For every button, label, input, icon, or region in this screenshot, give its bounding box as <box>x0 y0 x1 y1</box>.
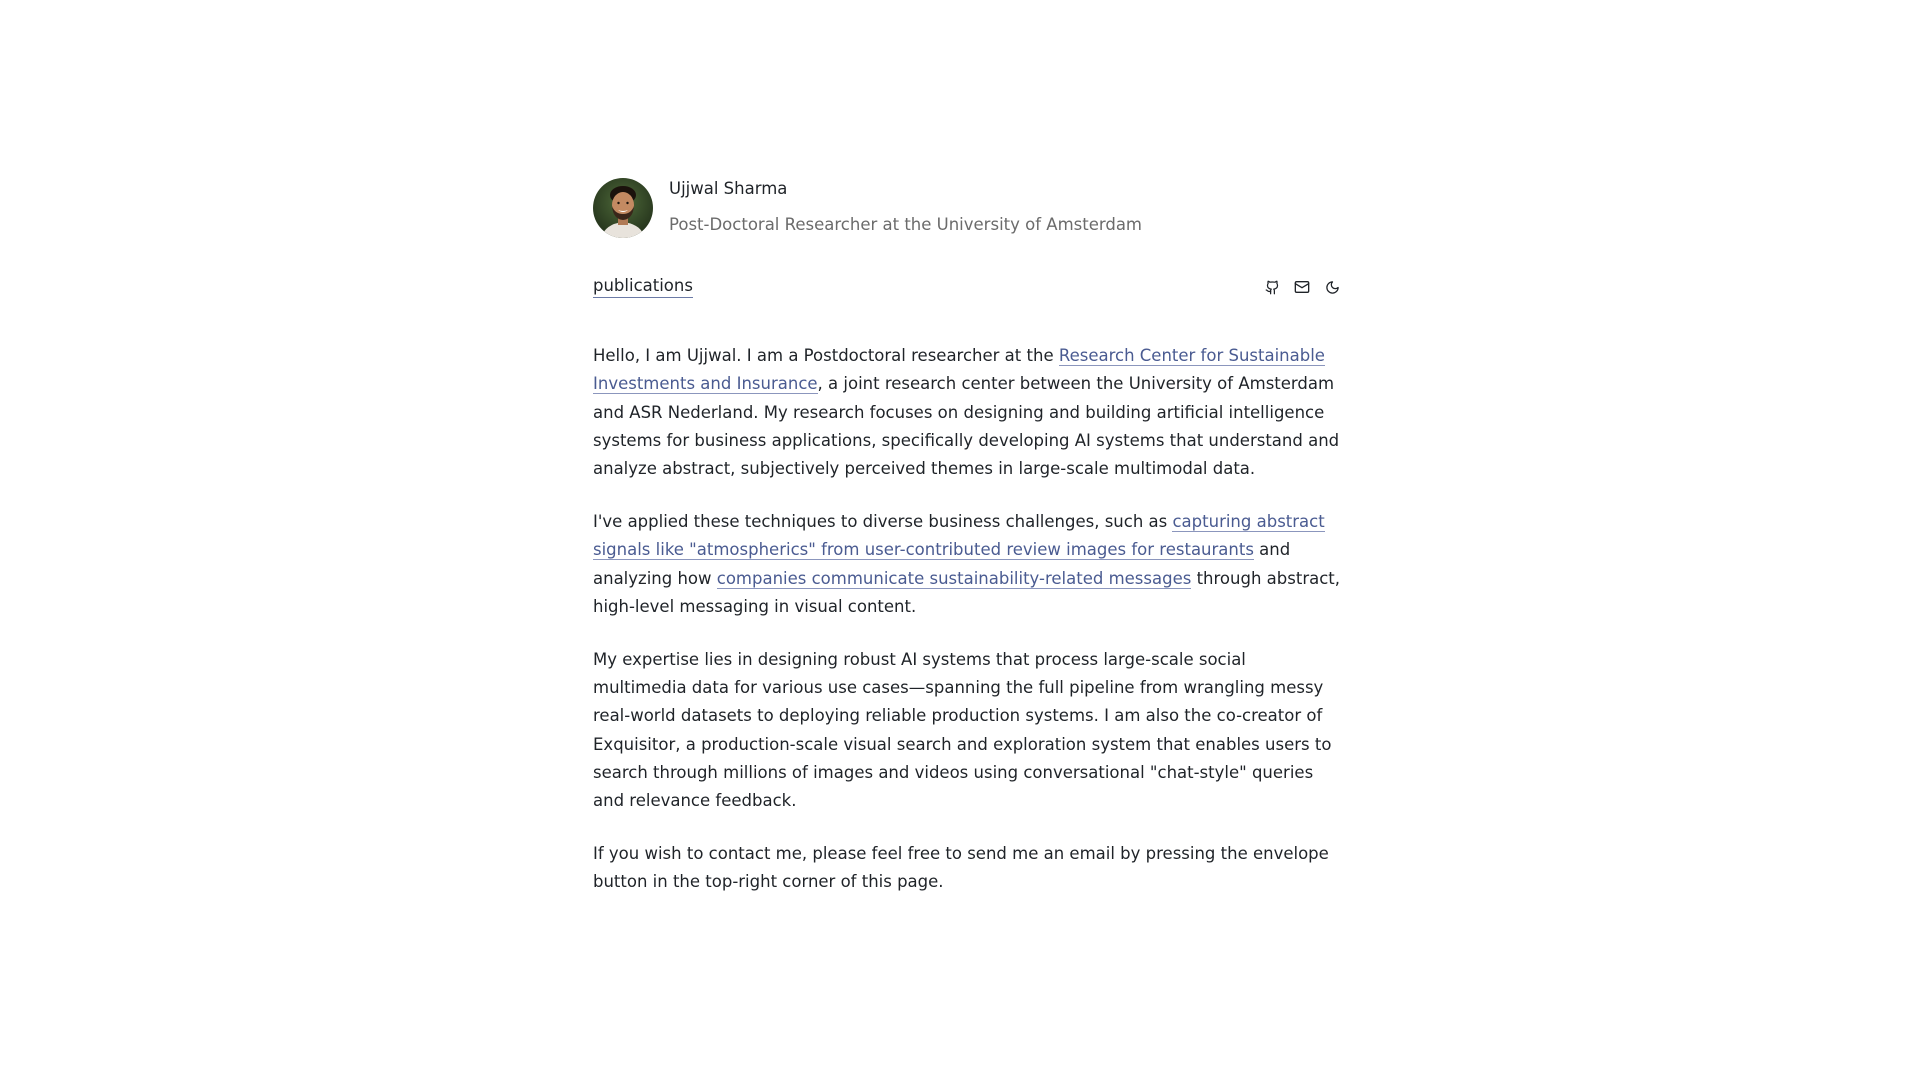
profile-name: Ujjwal Sharma <box>669 179 788 198</box>
publications-link[interactable]: publications <box>593 276 693 298</box>
sustainability-link[interactable]: companies communicate sustainability-related messages <box>716 568 1192 588</box>
bio-p1-text-2: , a joint research center between the University of Amsterdam and ASR Nederland. My research focuses on designing and building artificial intelligence systems for business applications, specifically developing AI systems that understand and analyze abstract, subjectively perceived themes in large-scale multimodal data. <box>593 374 1340 479</box>
bio-p2-text-1: I've applied these techniques to diverse business challenges, such as <box>593 511 1173 531</box>
bio-paragraph-3: My expertise lies in designing robust AI systems that process large-scale social multimedia data for various use cases—spanning the full pipeline from wrangling messy real-world datasets to deploying reliable production systems. I am also the co-creator of Exquisitor, a production-scale visual search and exploration system that enables users to search through millions of images and videos using conversational "chat-style" queries and relevance feedback. <box>593 649 1332 811</box>
page-container <box>593 178 1341 921</box>
bio-p2-text-3: through abstract, high-level messaging in visual content. <box>593 568 1340 616</box>
profile-subtitle: Post-Doctoral Researcher at the University of Amsterdam <box>669 215 1143 234</box>
bio-paragraph-1 <box>593 342 1341 483</box>
navbar <box>593 274 1341 300</box>
bio-paragraph-2 <box>593 508 1341 621</box>
bio-p1-text-1: Hello, I am Ujjwal. I am a Postdoctoral researcher at the <box>593 346 1059 365</box>
atmospherics-link[interactable]: capturing abstract signals like "atmospherics" from user-contributed review images for restaurants <box>593 511 1325 560</box>
avatar <box>593 178 653 238</box>
bio-paragraph-4: If you wish to contact me, please feel free to send me an email by pressing the envelope button in the top-right corner of this page. <box>593 843 1329 892</box>
github-icon[interactable] <box>1264 279 1280 295</box>
moon-icon[interactable] <box>1324 279 1340 295</box>
bio-p2-text-2: and analyzing how <box>593 540 1291 588</box>
bio-content <box>593 342 1341 897</box>
profile-header <box>593 178 1341 240</box>
mail-icon[interactable] <box>1294 279 1310 295</box>
nav-icons <box>1264 279 1340 295</box>
name-block <box>669 178 1142 235</box>
research-center-link[interactable]: Research Center for Sustainable Investments and Insurance <box>593 346 1325 394</box>
